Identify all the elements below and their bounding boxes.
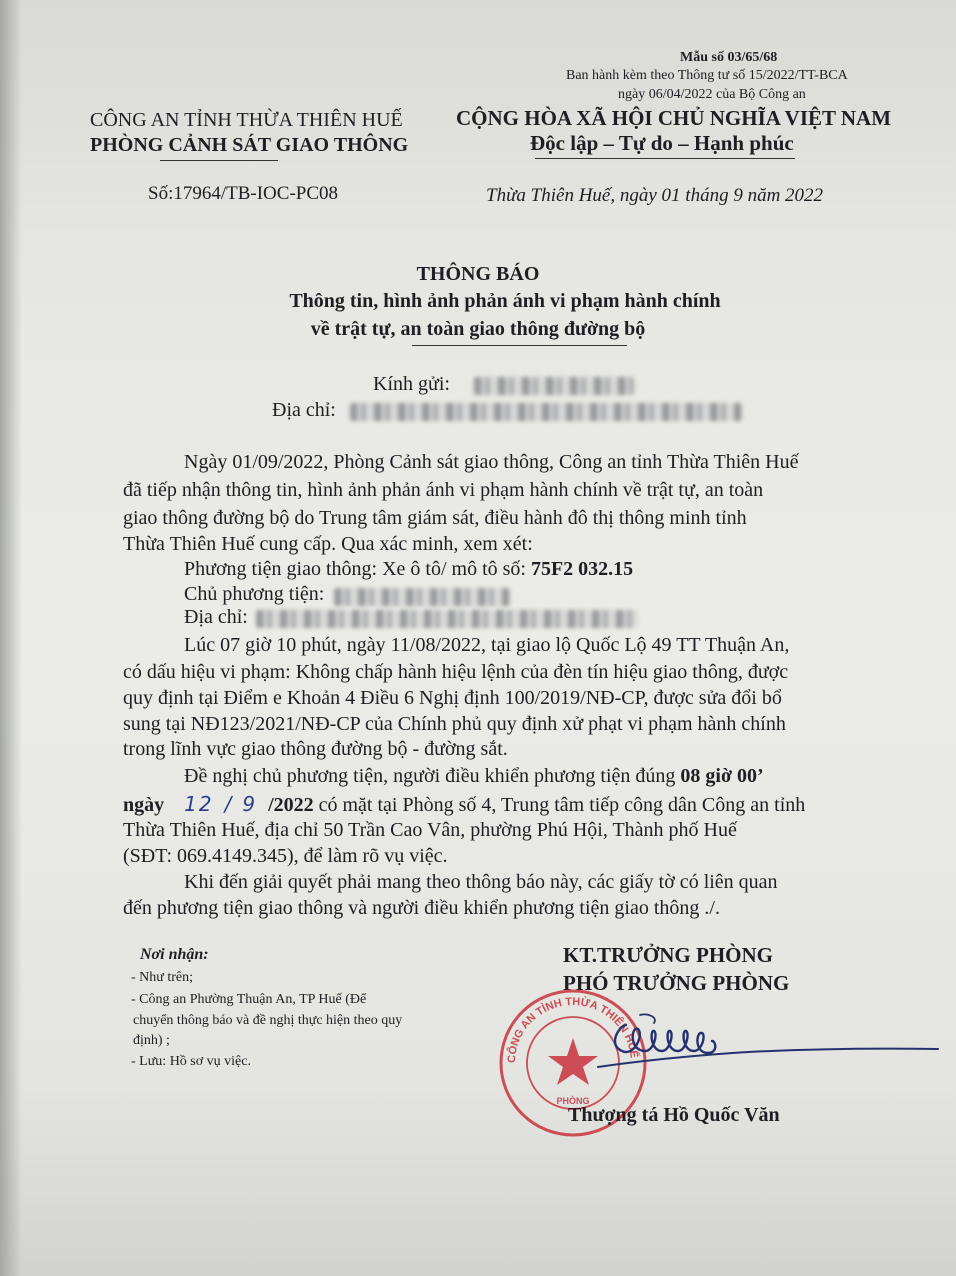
agency-department: PHÒNG CẢNH SÁT GIAO THÔNG [90,134,409,156]
p3-text: Đề nghị chủ phương tiện, người điều khiển phương tiện đúng [184,765,681,787]
receiver-3: - Lưu: Hồ sơ vụ việc. [131,1054,251,1069]
page-shadow [0,0,22,1276]
body-p2-line3: quy định tại Điểm e Khoản 4 Điều 6 Nghị định 100/2019/NĐ-CP, được sửa đổi bổ [123,687,782,709]
redacted-recipient [474,377,634,395]
redacted-owner-address [256,610,638,628]
receiver-2-end: định) ; [133,1033,170,1048]
body-p1-line3: giao thông đường bộ do Trung tâm giám sát, điều hành đô thị thông minh tỉnh [123,507,747,529]
body-p2-line2: có dấu hiệu vi phạm: Không chấp hành hiệu lệnh của đèn tín hiệu giao thông, được [123,661,789,683]
agency-name: CÔNG AN TỈNH THỪA THIÊN HUẾ [90,109,403,131]
body-p2-line1: Lúc 07 giờ 10 phút, ngày 11/08/2022, tại giao lộ Quốc Lộ 49 TT Thuận An, [184,634,790,656]
recipient-address-label: Địa chỉ: [272,399,336,421]
owner-label: Chủ phương tiện: [184,583,325,605]
signatory-title: KT.TRƯỞNG PHÒNG [563,943,773,967]
vehicle-line [184,558,633,581]
form-number: Mẫu số 03/65/68 [680,50,778,65]
subtitle-underline [412,345,627,346]
place-date: Thừa Thiên Huế, ngày 01 tháng 9 năm 2022 [486,185,824,206]
form-issued-date: ngày 06/04/2022 của Bộ Công an [618,87,806,102]
receivers-title: Nơi nhận: [140,946,209,963]
document-number: Số:17964/TB-IOC-PC08 [148,183,339,204]
recipient-label: Kính gửi: [373,373,450,395]
document-title: THÔNG BÁO [416,263,540,285]
body-p3-line4: (SĐT: 069.4149.345), để làm rõ vụ việc. [123,845,448,867]
motto-underline [535,158,795,159]
signatory-position: PHÓ TRƯỞNG PHÒNG [563,971,790,995]
owner-address-label: Địa chỉ: [184,606,248,628]
body-p1-line4: Thừa Thiên Huế cung cấp. Qua xác minh, xem xét: [123,533,533,555]
body-p3-line2: ngày 12 / 9 /2022 có mặt tại Phòng số 4, Trung tâm tiếp công dân Công an tỉnh [123,792,806,816]
agency-underline [160,160,278,161]
license-plate: 75F2 032.15 [530,558,634,580]
body-p1-line1: Ngày 01/09/2022, Phòng Cảnh sát giao thông, Công an tỉnh Thừa Thiên Huế [184,451,799,473]
redacted-recipient-address [350,403,742,421]
handwritten-day: 12 [184,792,214,816]
national-motto: Độc lập – Tự do – Hạnh phúc [530,131,794,155]
receiver-2: - Công an Phường Thuận An, TP Huế (Để [131,992,367,1007]
body-p2-line5: trong lĩnh vực giao thông đường bộ - đường sắt. [123,738,508,760]
body-p1-line2: đã tiếp nhận thông tin, hình ảnh phản ánh vi phạm hành chính về trật tự, an toàn [123,479,764,501]
body-p4-line2: đến phương tiện giao thông và người điều khiển phương tiện giao thông ./. [123,897,720,919]
receiver-2-cont: chuyển thông báo và đề nghị thực hiện theo quy [133,1013,403,1028]
signer-name: Thượng tá Hồ Quốc Văn [568,1104,780,1126]
body-p3-line3: Thừa Thiên Huế, địa chỉ 50 Trần Cao Vân, phường Phú Hội, Thành phố Huế [123,819,737,841]
body-p2-line4: sung tại NĐ123/2021/NĐ-CP của Chính phủ quy định xử phạt vi phạm hành chính [123,713,786,735]
nation-name: CỘNG HÒA XÃ HỘI CHỦ NGHĨA VIỆT NAM [456,106,892,130]
p3-line2-rest: có mặt tại Phòng số 4, Trung tâm tiếp công dân Công an tỉnh [313,794,806,816]
body-p3-line1 [184,765,764,788]
form-issued-with: Ban hành kèm theo Thông tư số 15/2022/TT-BCA [566,68,848,83]
receiver-1: - Như trên; [131,970,194,985]
seal-ring-text: CÔNG AN TỈNH THỪA THIÊN HUẾ [505,995,640,1064]
appointment-day-label: ngày [123,794,165,816]
handwritten-month: 9 [242,792,258,816]
appointment-year: /2022 [268,794,314,816]
body-p4-line1: Khi đến giải quyết phải mang theo thông báo này, các giấy tờ có liên quan [184,871,778,893]
document-subtitle-1: Thông tin, hình ảnh phản ánh vi phạm hành chính [289,290,721,312]
seal-inner-text: PHÒNG [556,1096,590,1106]
handwritten-signature [578,1005,948,1095]
document-subtitle-2: về trật tự, an toàn giao thông đường bộ [310,318,646,340]
appointment-time: 08 giờ 00’ [680,765,764,787]
vehicle-label: Phương tiện giao thông: Xe ô tô/ mô tô số: [184,558,531,580]
redacted-owner [334,588,510,606]
